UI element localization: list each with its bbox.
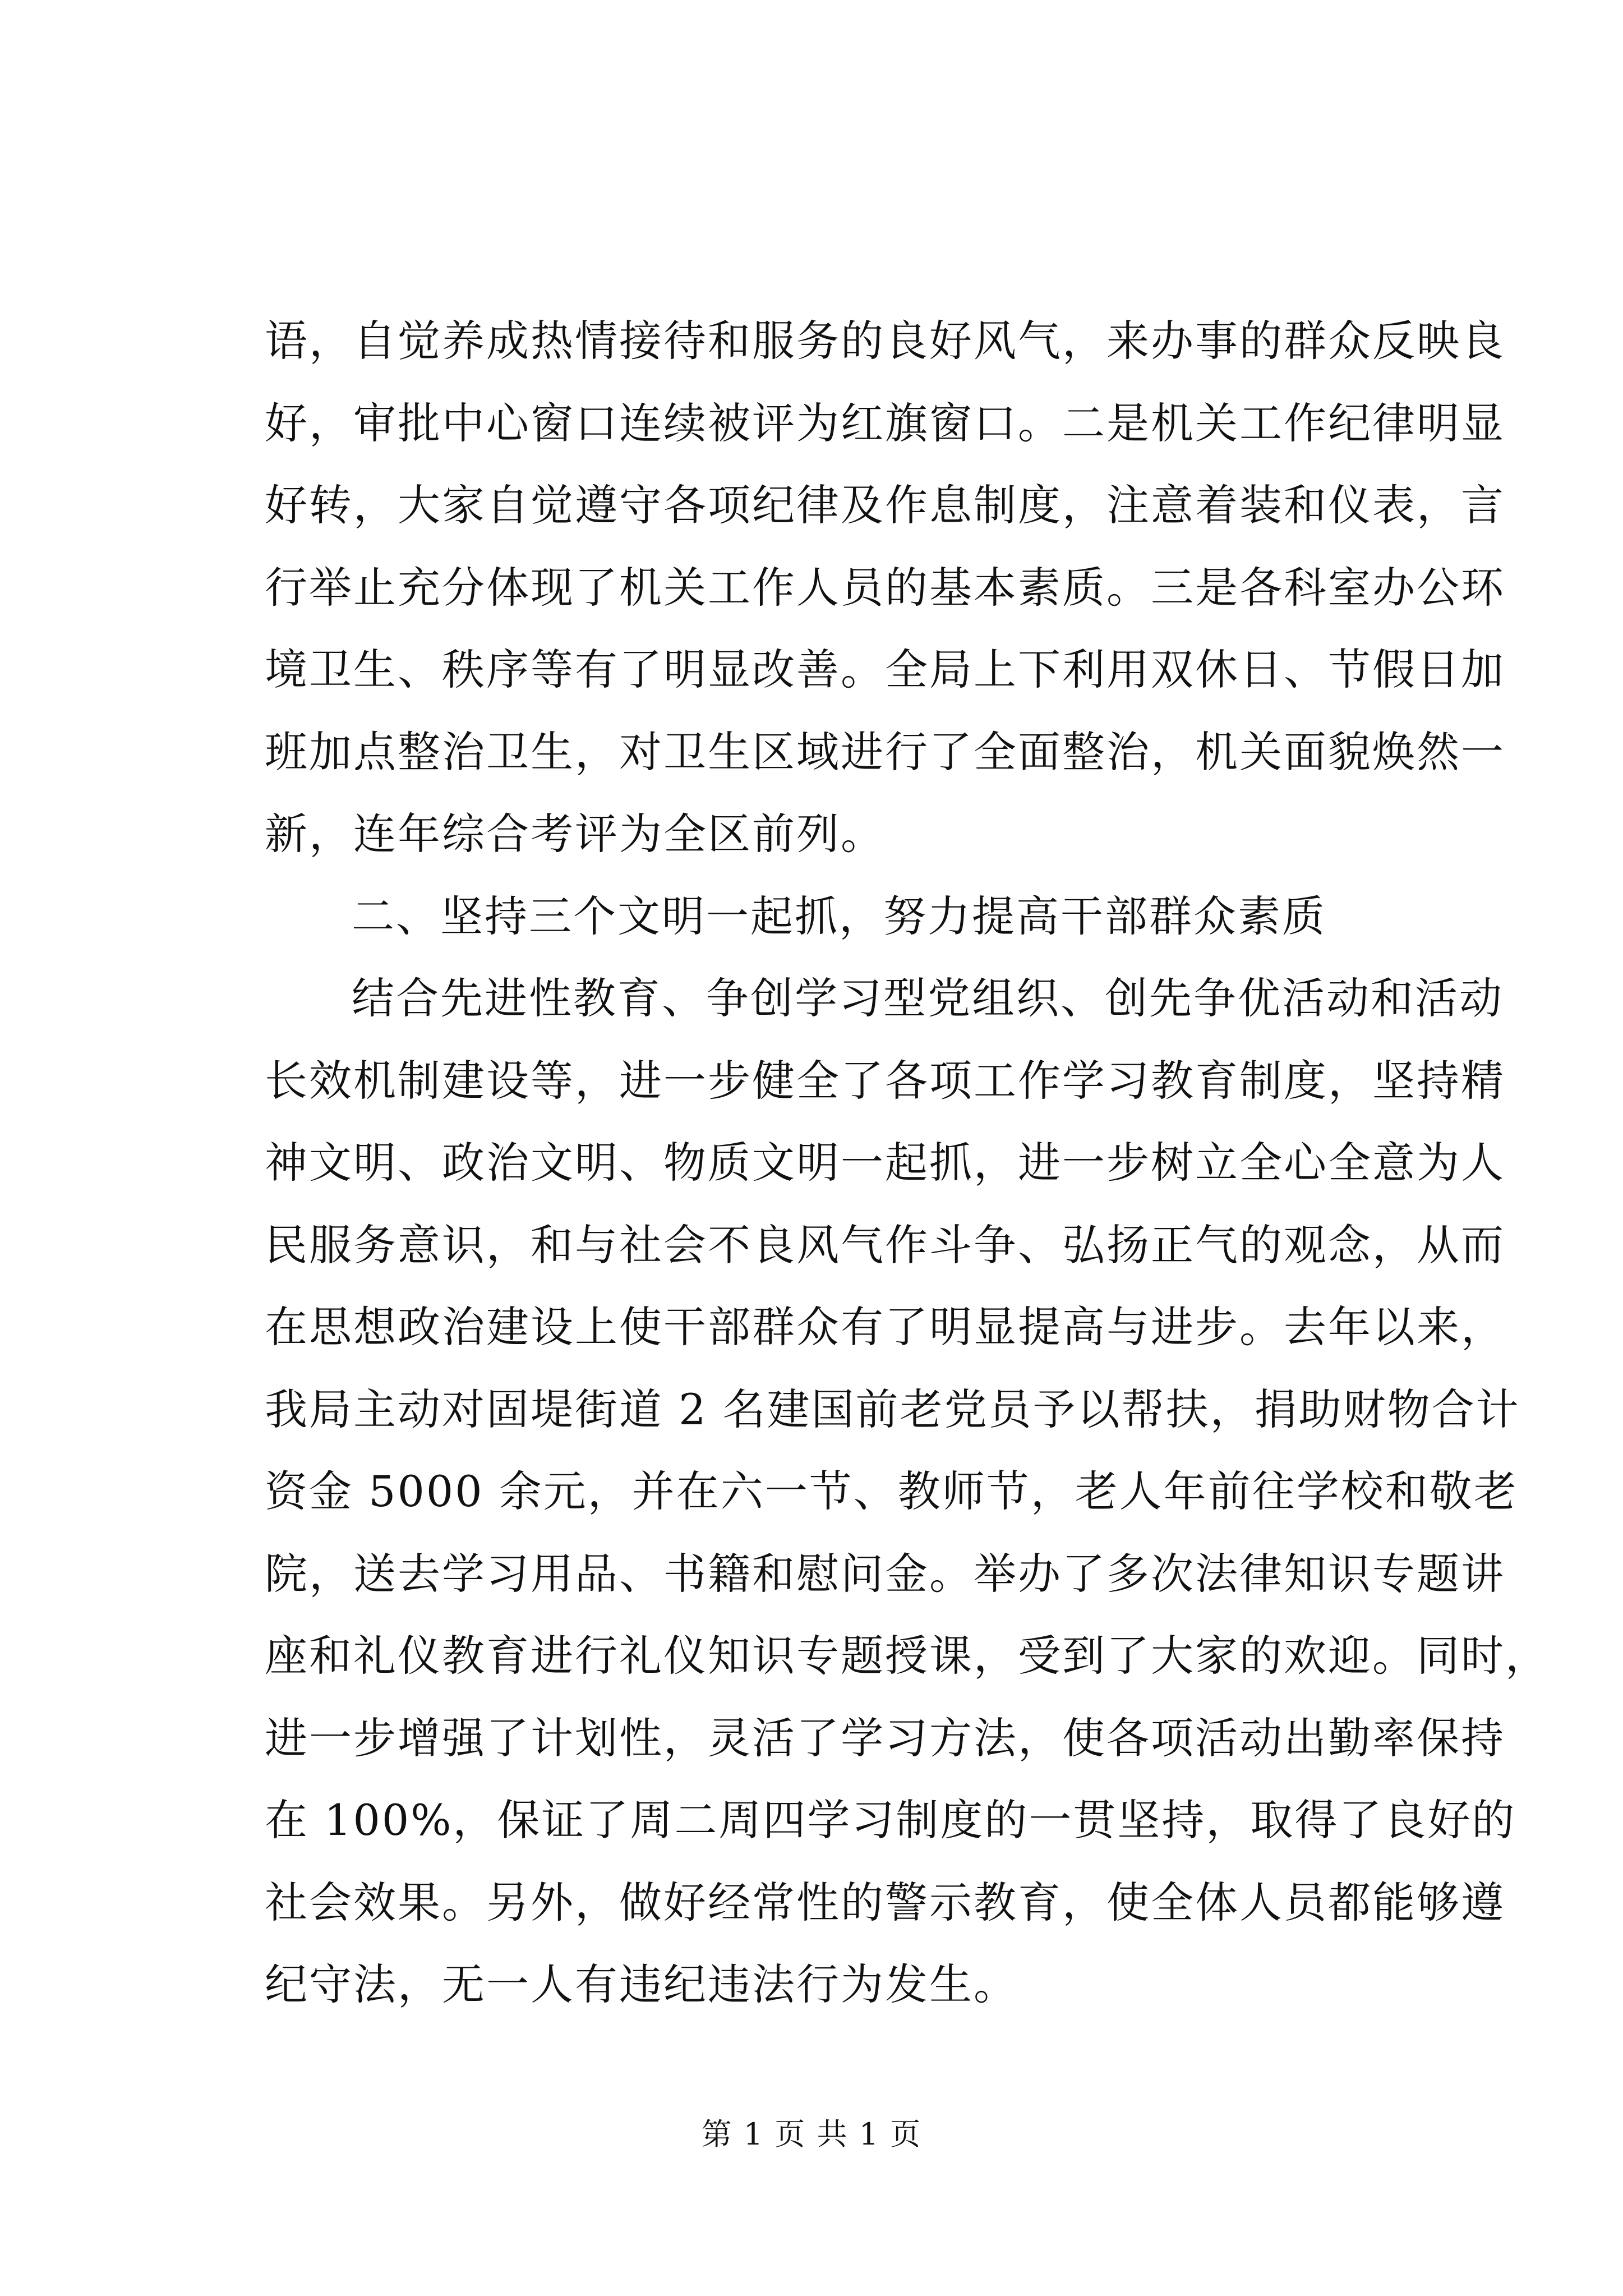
text-line: 进一步增强了计划性，灵活了学习方法，使各项活动出勤率保持 [265, 1713, 1505, 1763]
text-line: 资金 5000 余元，并在六一节、教师节，老人年前往学校和敬老 [265, 1466, 1518, 1516]
page-footer: 第 1 页 共 1 页 [701, 2116, 922, 2152]
text-line: 班加点整治卫生，对卫生区域进行了全面整治，机关面貌焕然一 [265, 726, 1505, 777]
text-line: 座和礼仪教育进行礼仪知识专题授课，受到了大家的欢迎。同时， [265, 1631, 1550, 1681]
body-text [265, 300, 1550, 2026]
text-line: 神文明、政治文明、物质文明一起抓，进一步树立全心全意为人 [265, 1138, 1505, 1188]
text-line: 社会效果。另外，做好经常性的警示教育，使全体人员都能够遵 [265, 1877, 1505, 1927]
text-line: 纪守法，无一人有违纪违法行为发生。 [265, 1959, 1018, 2009]
text-line: 民服务意识，和与社会不良风气作斗争、弘扬正气的观念，从而 [265, 1220, 1505, 1270]
text-line: 好，审批中心窗口连续被评为红旗窗口。二是机关工作纪律明显 [265, 398, 1505, 448]
text-line: 长效机制建设等，进一步健全了各项工作学习教育制度，坚持精 [265, 1055, 1505, 1106]
text-line: 结合先进性教育、争创学习型党组织、创先争优活动和活动 [352, 973, 1504, 1023]
text-line: 好转，大家自觉遵守各项纪律及作息制度，注意着装和仪表，言 [265, 480, 1505, 530]
text-line: 我局主动对固堤街道 2 名建国前老党员予以帮扶，捐助财物合计 [265, 1384, 1520, 1434]
text-line: 境卫生、秩序等有了明显改善。全局上下利用双休日、节假日加 [265, 645, 1505, 694]
text-line: 新，连年综合考评为全区前列。 [265, 809, 885, 859]
text-line: 语，自觉养成热情接待和服务的良好风气，来办事的群众反映良 [265, 316, 1505, 366]
text-line: 在 100%，保证了周二周四学习制度的一贯坚持，取得了良好的 [265, 1795, 1516, 1845]
text-line: 院，送去学习用品、书籍和慰问金。举办了多次法律知识专题讲 [265, 1548, 1505, 1599]
text-line: 行举止充分体现了机关工作人员的基本素质。三是各科室办公环 [265, 562, 1505, 613]
text-line: 在思想政治建设上使干部群众有了明显提高与进步。去年以来， [265, 1302, 1505, 1352]
section-heading: 二、坚持三个文明一起抓，努力提高干部群众素质 [352, 891, 1326, 941]
